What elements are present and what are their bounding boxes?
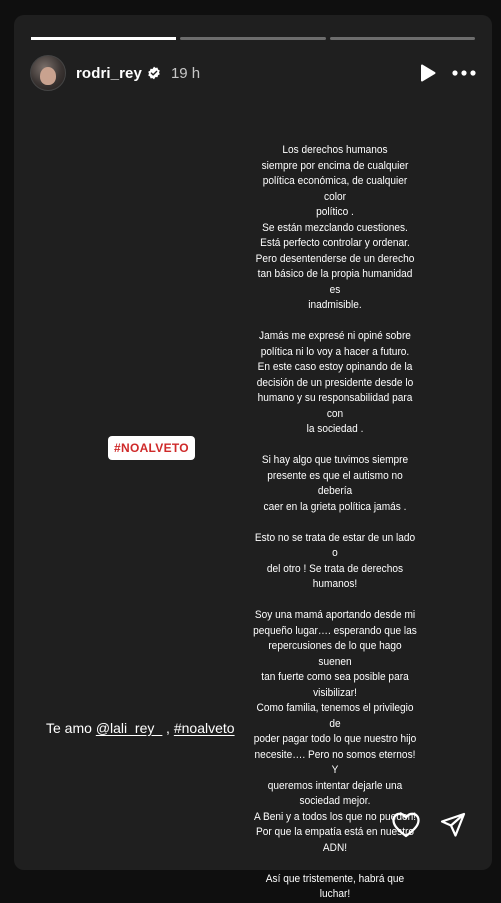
more-options-icon[interactable] [452,70,476,76]
story-header [30,55,476,91]
avatar[interactable] [30,55,66,91]
statement-paragraph: Esto no se trata de estar de un lado o del otro ! Se trata de derechos humanos! [254,531,416,590]
mention-link[interactable]: @lali_rey_ [95,720,163,736]
play-icon[interactable] [420,64,436,82]
story-statement-text [253,143,417,903]
statement-paragraph: Así que tristemente, habrá que luchar! [265,872,405,900]
send-icon[interactable] [440,812,466,838]
progress-segment [330,37,475,40]
caption-separator: , [162,720,174,736]
post-time: 19 h [170,64,201,82]
caption-text: Te amo [46,720,96,736]
statement-paragraph: Los derechos humanos siempre por encima de cualquier política económica, de cualquier color político . Se están mezclando cuestiones. Está perfecto controlar y ordenar. Pero desentenderse de un derecho tan básico de la propia humanidad es inadmisible. [255,144,415,311]
statement-paragraph: Jamás me expresé ni opiné sobre política ni lo voy a hacer a futuro. En este caso estoy opinando de la decisión de un presidente desde lo humano y su responsabilidad para con la sociedad . [256,330,414,435]
story-frame[interactable] [14,15,492,900]
hashtag-sticker[interactable]: #NOALVETO [108,436,195,460]
statement-paragraph: Si hay algo que tuvimos siempre presente es que el autismo no debería caer en la grieta política jamás . [261,454,409,513]
story-caption [46,720,235,736]
progress-segment [180,37,325,40]
statement-paragraph: Soy una mamá aportando desde mi pequeño lugar…. esperando que las repercusiones de lo que hago suenen tan fuerte como sea posible para visibilizar! Como familia, tenemos el privilegio de poder pagar todo lo que nuestro hijo necesite…. Pero no somos eternos! Y queremos intentar dejarle una sociedad mejor. A Beni y a todos los que no pueden! Por que la empatía está en nuestro ADN! [253,609,417,854]
progress-segment [31,37,176,40]
story-progress-bar [31,37,475,40]
username[interactable]: rodri_rey [76,64,142,82]
heart-icon[interactable] [392,812,420,838]
hashtag-link[interactable]: #noalveto [173,720,235,736]
verified-badge-icon [147,66,161,80]
